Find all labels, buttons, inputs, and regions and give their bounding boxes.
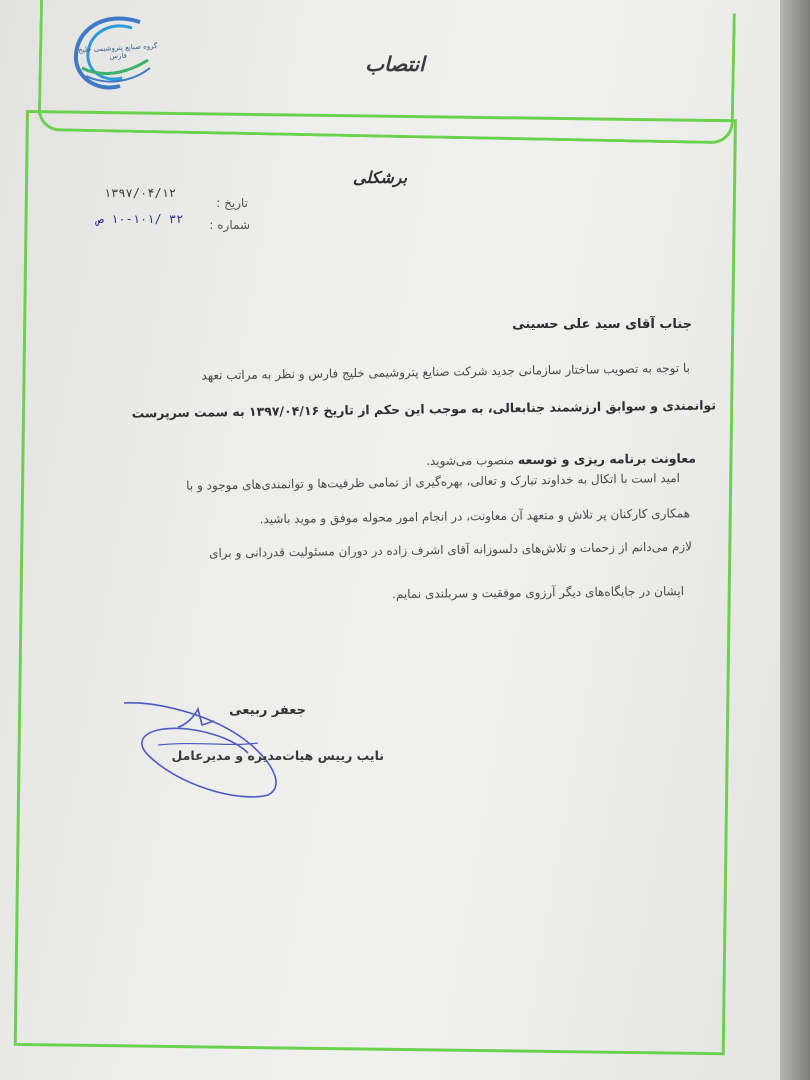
header-title: انتصاب [365,52,425,76]
body-line-1: با توجه به تصویب ساختار سازمانی جدید شرکت صنایع پتروشیمی خلیج فارس و نظر به مراتب تعهد [201,360,691,383]
body-frame [14,110,737,1055]
body-line-5: همکاری کارکنان پر تلاش و متعهد آن معاونت، در انجام امور محوله موفق و موید باشید. [259,506,691,527]
date-label: تاریخ : [216,196,248,210]
number-label: شماره : [209,218,250,232]
body-line-3 [370,451,696,469]
signer-name: جعفر ربیعی [229,703,306,718]
recipient: جناب آقای سید علی حسینی [512,317,692,332]
signer-title: نایب رییس هیات‌مدیره و مدیرعامل [171,748,384,763]
body-line-2: توانمندی و سوابق ارزشمند جنابعالی، به موجب این حکم از تاریخ ۱۳۹۷/۰۴/۱۶ به سمت سرپرست [131,397,717,421]
logo-caption: گروه صنایع پتروشیمی خلیج فارس [78,41,158,61]
date-value: ۱۳۹۷/۰۴/۱۲ [103,186,177,200]
body-line-4: امید است با اتکال به خداوند تبارک و تعالی، بهره‌گیری از تمامی ظرفیت‌ها و توانمندی‌های موجود و با [186,470,681,493]
appointment-position: معاونت برنامه ریزی و توسعه [517,450,697,468]
number-value: ۳۲ /۱۰-۱۰۱ ص [96,212,184,226]
appointment-rest: منصوب می‌شوید. [426,453,518,468]
body-line-7: ایشان در جایگاه‌های دیگر آرزوی موفقیت و سربلندی نمایم. [392,584,685,602]
letterhead-title: برشکلی [352,168,408,187]
photo-background-edge [780,0,810,1080]
body-line-6: لازم می‌دانم از زحمات و تلاش‌های دلسوزانه آقای اشرف زاده در دوران مسئولیت قدردانی و برای [208,539,693,561]
